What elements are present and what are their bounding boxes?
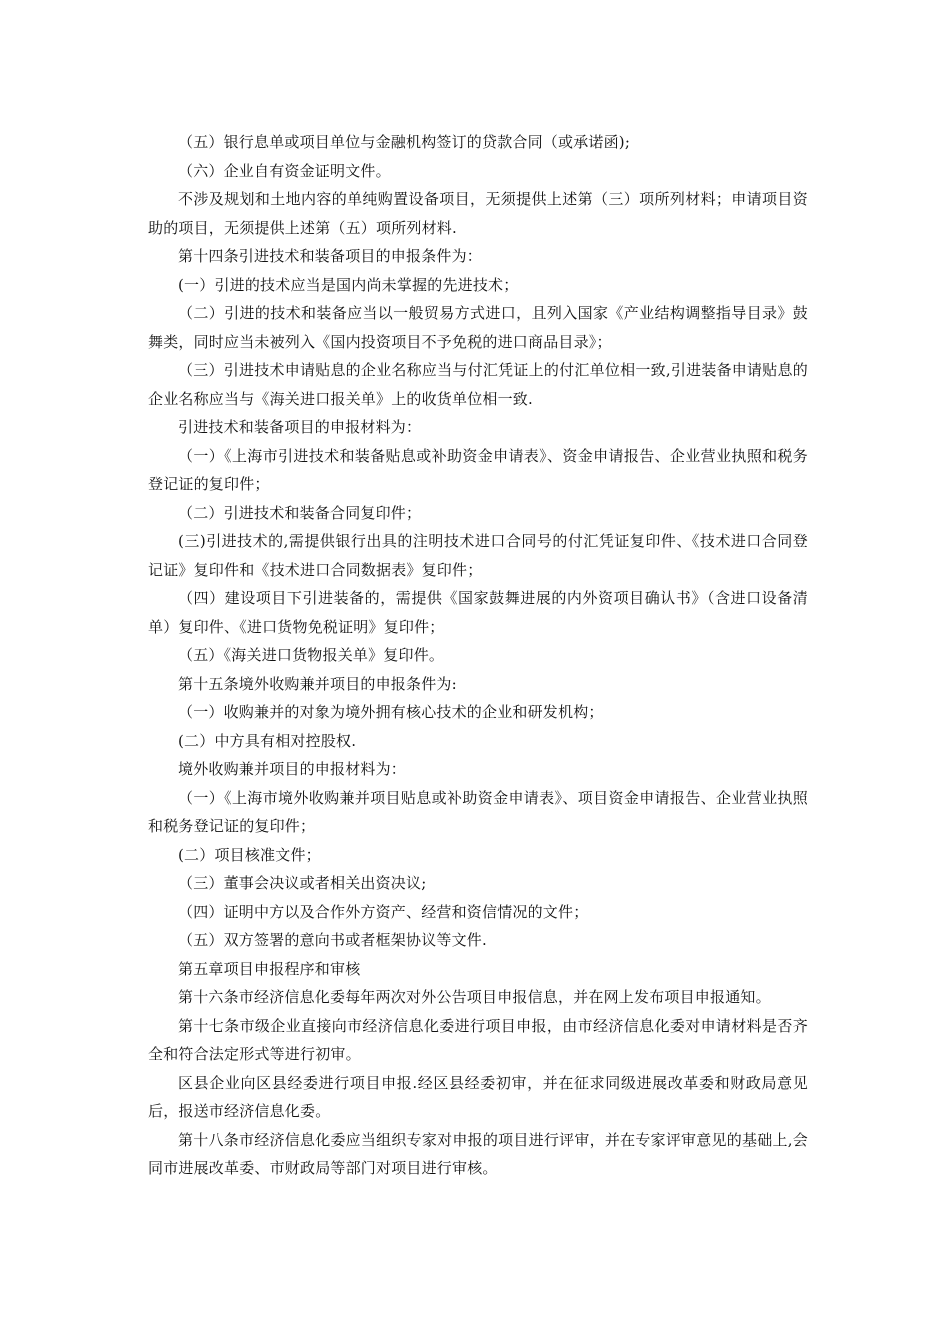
paragraph-10: （二）引进技术和装备合同复印件； [178, 503, 422, 522]
paragraph-13: （五）《海关进口货物报关单》复印件。 [178, 646, 445, 664]
paragraph-20: （三）董事会决议或者相关出资决议; [178, 874, 427, 892]
document-body [148, 128, 808, 1183]
paragraph-18: （一）《上海市境外收购兼并项目贴息或补助资金申请表》、项目资金申请报告、企业营业执照和税务登记证的复印件； [148, 788, 808, 835]
chapter-heading: 第五章项目申报程序和审核 [178, 959, 361, 978]
paragraph-7: （三）引进技术申请贴息的企业名称应当与付汇凭证上的付汇单位相一致,引进装备申请贴息的企业名称应当与《海关进口报关单》上的收货单位相一致. [148, 361, 808, 408]
paragraph-21: （四）证明中方以及合作外方资产、经营和资信情况的文件； [178, 902, 589, 921]
paragraph-12: （四）建设项目下引进装备的，需提供《国家鼓舞进展的内外资项目确认书》（含进口设备清单）复印件、《进口货物免税证明》复印件； [148, 589, 808, 636]
paragraph-1: （五）银行息单或项目单位与金融机构签订的贷款合同（或承诺函); [178, 133, 631, 151]
paragraph-14: 第十五条境外收购兼并项目的申报条件为: [178, 674, 457, 693]
paragraph-8: 引进技术和装备项目的申报材料为： [178, 418, 422, 436]
paragraph-3: 不涉及规划和土地内容的单纯购置设备项目，无须提供上述第（三）项所列材料；申请项目资助的项目，无须提供上述第（五）项所列材料. [148, 190, 808, 237]
paragraph-22: （五）双方签署的意向书或者框架协议等文件. [178, 931, 487, 949]
paragraph-25: 第十七条市级企业直接向市经济信息化委进行项目申报，由市经济信息化委对申请材料是否齐全和符合法定形式等进行初审。 [148, 1016, 808, 1063]
paragraph-24: 第十六条市经济信息化委每年两次对外公告项目申报信息，并在网上发布项目申报通知。 [178, 988, 771, 1006]
paragraph-27: 第十八条市经济信息化委应当组织专家对申报的项目进行评审，并在专家评审意见的基础上,会同市进展改革委、市财政局等部门对项目进行审核。 [148, 1130, 808, 1177]
paragraph-9: （一）《上海市引进技术和装备贴息或补助资金申请表》、资金申请报告、企业营业执照和税务登记证的复印件； [148, 446, 808, 493]
paragraph-4: 第十四条引进技术和装备项目的申报条件为： [178, 247, 483, 265]
paragraph-19: (二）项目核准文件； [178, 845, 321, 864]
paragraph-5: (一）引进的技术应当是国内尚未掌握的先进技术； [178, 275, 519, 294]
paragraph-6: （二）引进的技术和装备应当以一般贸易方式进口，且列入国家《产业结构调整指导目录》鼓舞类，同时应当未被列入《国内投资项目不予免税的进口商品目录》； [148, 304, 808, 351]
paragraph-16: (二）中方具有相对控股权. [178, 731, 357, 750]
paragraph-11: (三)引进技术的,需提供银行出具的注明技术进口合同号的付汇凭证复印件、《技术进口合同登记证》复印件和《技术进口合同数据表》复印件； [148, 532, 808, 579]
paragraph-2: （六）企业自有资金证明文件。 [178, 161, 391, 180]
paragraph-26: 区县企业向区县经委进行项目申报.经区县经委初审，并在征求同级进展改革委和财政局意见后，报送市经济信息化委。 [148, 1073, 808, 1120]
paragraph-17: 境外收购兼并项目的申报材料为： [178, 760, 407, 778]
paragraph-15: （一）收购兼并的对象为境外拥有核心技术的企业和研发机构； [178, 703, 604, 721]
